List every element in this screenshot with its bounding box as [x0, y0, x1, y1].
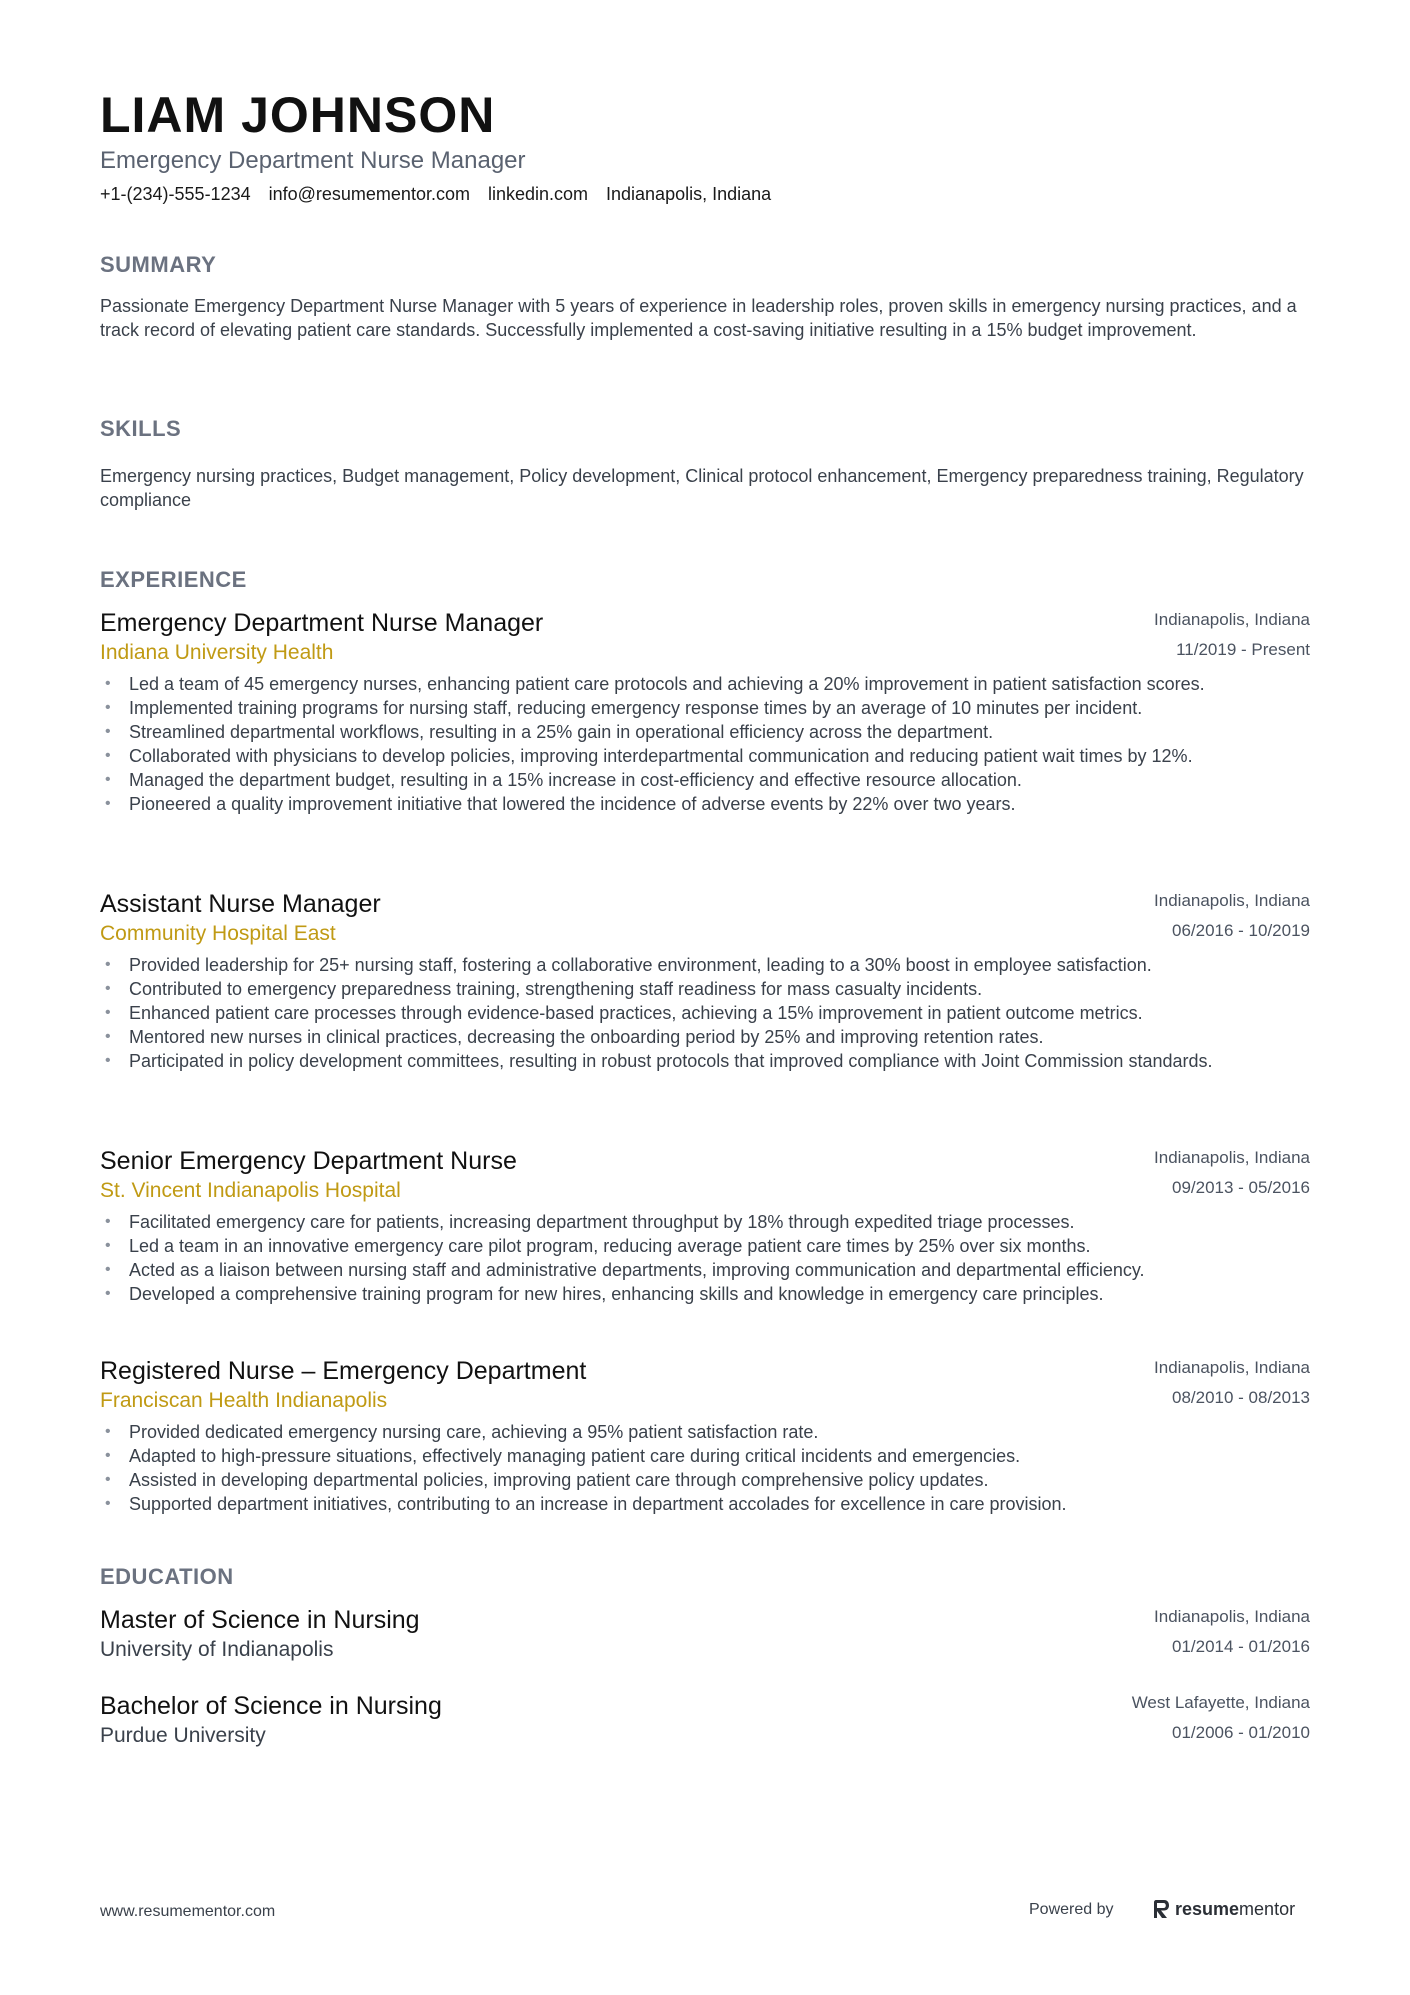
job-company: Community Hospital East	[100, 922, 336, 945]
bullet-icon: •	[105, 1447, 111, 1464]
contact-linkedin: linkedin.com	[487, 184, 589, 204]
bullet-icon: •	[105, 699, 111, 716]
bullet-item: • Supported department initiatives, contributing to an increase in department accolades for excellence in care provision.	[105, 1494, 1067, 1514]
bullet-icon: •	[105, 1004, 111, 1021]
bullet-item: • Developed a comprehensive training program for new hires, enhancing skills and knowledge in emergency care principles.	[105, 1284, 1104, 1304]
bullet-item: • Managed the department budget, resulting in a 15% increase in cost-efficiency and effective resource allocation.	[105, 770, 1022, 790]
job-company: Franciscan Health Indianapolis	[100, 1389, 388, 1412]
bullet-icon: •	[105, 771, 111, 788]
brand-name-light: mentor	[1239, 1898, 1296, 1919]
bullet-icon: •	[105, 1495, 111, 1512]
summary-text: Passionate Emergency Department Nurse Manager with 5 years of experience in leadership roles, proven skills in emergency nursing practices, and a track record of elevating patient care standards. Successfully implemented a cost-saving initiative resulting in a 15% budget improvement.	[100, 296, 1297, 340]
bullet-icon: •	[105, 675, 111, 692]
job-bullets	[100, 1420, 1310, 1516]
school-location: West Lafayette, Indiana	[1131, 1693, 1310, 1712]
bullet-item: • Implemented training programs for nursing staff, reducing emergency response times by an average of 10 minutes per incident.	[105, 698, 1143, 718]
bullet-icon: •	[105, 1261, 111, 1278]
brand-name-bold: resume	[1175, 1898, 1240, 1919]
bullet-icon: •	[105, 1423, 111, 1440]
job-company: St. Vincent Indianapolis Hospital	[100, 1179, 401, 1202]
degree-title: Bachelor of Science in Nursing	[100, 1692, 442, 1720]
footer-website-link[interactable]: www.resumementor.com	[100, 1903, 276, 1920]
job-company: Indiana University Health	[100, 641, 334, 664]
job-title: Senior Emergency Department Nurse	[100, 1147, 517, 1175]
bullet-item: • Collaborated with physicians to develop policies, improving interdepartmental communication and reducing patient wait times by 12%.	[105, 746, 1193, 766]
bullet-icon: •	[105, 795, 111, 812]
bullet-icon: •	[105, 956, 111, 973]
bullet-icon: •	[105, 1285, 111, 1302]
bullet-item: • Contributed to emergency preparedness training, strengthening staff readiness for mass casualty incidents.	[105, 979, 983, 999]
job-dates: 08/2010 - 08/2013	[1171, 1388, 1310, 1407]
job-location: Indianapolis, Indiana	[1154, 610, 1310, 629]
bullet-item: • Acted as a liaison between nursing staff and administrative departments, improving communication and departmental efficiency.	[105, 1260, 1145, 1280]
bullet-item: • Enhanced patient care processes through evidence-based practices, achieving a 15% improvement in patient outcome metrics.	[105, 1003, 1143, 1023]
bullet-item: • Led a team of 45 emergency nurses, enhancing patient care protocols and achieving a 20% improvement in patient satisfaction scores.	[105, 674, 1205, 694]
job-location: Indianapolis, Indiana	[1154, 1148, 1310, 1167]
bullet-item: • Participated in policy development committees, resulting in robust protocols that improved compliance with Joint Commission standards.	[105, 1051, 1213, 1071]
bullet-icon: •	[105, 723, 111, 740]
bullet-icon: •	[105, 1213, 111, 1230]
summary-heading: SUMMARY	[100, 252, 217, 277]
job-location: Indianapolis, Indiana	[1154, 1358, 1310, 1377]
job-dates: 06/2016 - 10/2019	[1171, 921, 1310, 940]
job-dates: 09/2013 - 05/2016	[1171, 1178, 1310, 1197]
bullet-item: • Assisted in developing departmental policies, improving patient care through comprehensive policy updates.	[105, 1470, 989, 1490]
job-location: Indianapolis, Indiana	[1154, 891, 1310, 910]
degree-title: Master of Science in Nursing	[100, 1606, 420, 1634]
bullet-item: • Pioneered a quality improvement initiative that lowered the incidence of adverse events by 22% over two years.	[105, 794, 1016, 814]
job-title: Emergency Department Nurse Manager	[100, 609, 544, 637]
job-title: Registered Nurse – Emergency Department	[100, 1357, 587, 1385]
bullet-item: • Streamlined departmental workflows, resulting in a 25% gain in operational efficiency across the department.	[105, 722, 994, 742]
school-name: University of Indianapolis	[100, 1638, 334, 1661]
education-heading: EDUCATION	[100, 1564, 234, 1589]
job-bullets	[100, 953, 1310, 1073]
job-bullets	[100, 672, 1310, 816]
education-dates: 01/2006 - 01/2010	[1171, 1723, 1310, 1742]
bullet-item: • Led a team in an innovative emergency care pilot program, reducing average patient care times by 25% over six months.	[105, 1236, 1091, 1256]
candidate-headline: Emergency Department Nurse Manager	[100, 147, 526, 174]
bullet-item: • Provided dedicated emergency nursing care, achieving a 95% patient satisfaction rate.	[105, 1422, 819, 1442]
job-bullets	[100, 1210, 1310, 1306]
bullet-icon: •	[105, 1028, 111, 1045]
job-dates: 11/2019 - Present	[1176, 640, 1310, 659]
school-name: Purdue University	[100, 1724, 266, 1747]
candidate-name: LIAM JOHNSON	[100, 87, 496, 143]
bullet-icon: •	[105, 1052, 111, 1069]
skills-text: Emergency nursing practices, Budget management, Policy development, Clinical protocol enhancement, Emergency preparedness training, Regulatory compliance	[100, 466, 1304, 510]
bullet-icon: •	[105, 1471, 111, 1488]
contact-line	[100, 182, 771, 206]
contact-email: info@resumementor.com	[268, 184, 470, 204]
powered-by-label: Powered by	[1029, 1901, 1114, 1918]
job-title: Assistant Nurse Manager	[100, 890, 381, 918]
school-location: Indianapolis, Indiana	[1154, 1607, 1310, 1626]
experience-heading: EXPERIENCE	[100, 567, 247, 592]
brand-logo[interactable]	[1153, 1898, 1295, 1920]
skills-heading: SKILLS	[100, 416, 182, 441]
bullet-icon: •	[105, 980, 111, 997]
resumementor-logo-icon	[1153, 1898, 1171, 1920]
contact-phone: +1-(234)-555-1234	[100, 184, 251, 204]
education-dates: 01/2014 - 01/2016	[1171, 1637, 1310, 1656]
bullet-icon: •	[105, 1237, 111, 1254]
bullet-item: • Adapted to high-pressure situations, effectively managing patient care during critical incidents and emergencies.	[105, 1446, 1021, 1466]
bullet-item: • Facilitated emergency care for patients, increasing department throughput by 18% through expedited triage processes.	[105, 1212, 1075, 1232]
contact-location: Indianapolis, Indiana	[606, 184, 772, 204]
bullet-item: • Mentored new nurses in clinical practices, decreasing the onboarding period by 25% and improving retention rates.	[105, 1027, 1044, 1047]
bullet-icon: •	[105, 747, 111, 764]
bullet-item: • Provided leadership for 25+ nursing staff, fostering a collaborative environment, leading to a 30% boost in employee satisfaction.	[105, 955, 1152, 975]
